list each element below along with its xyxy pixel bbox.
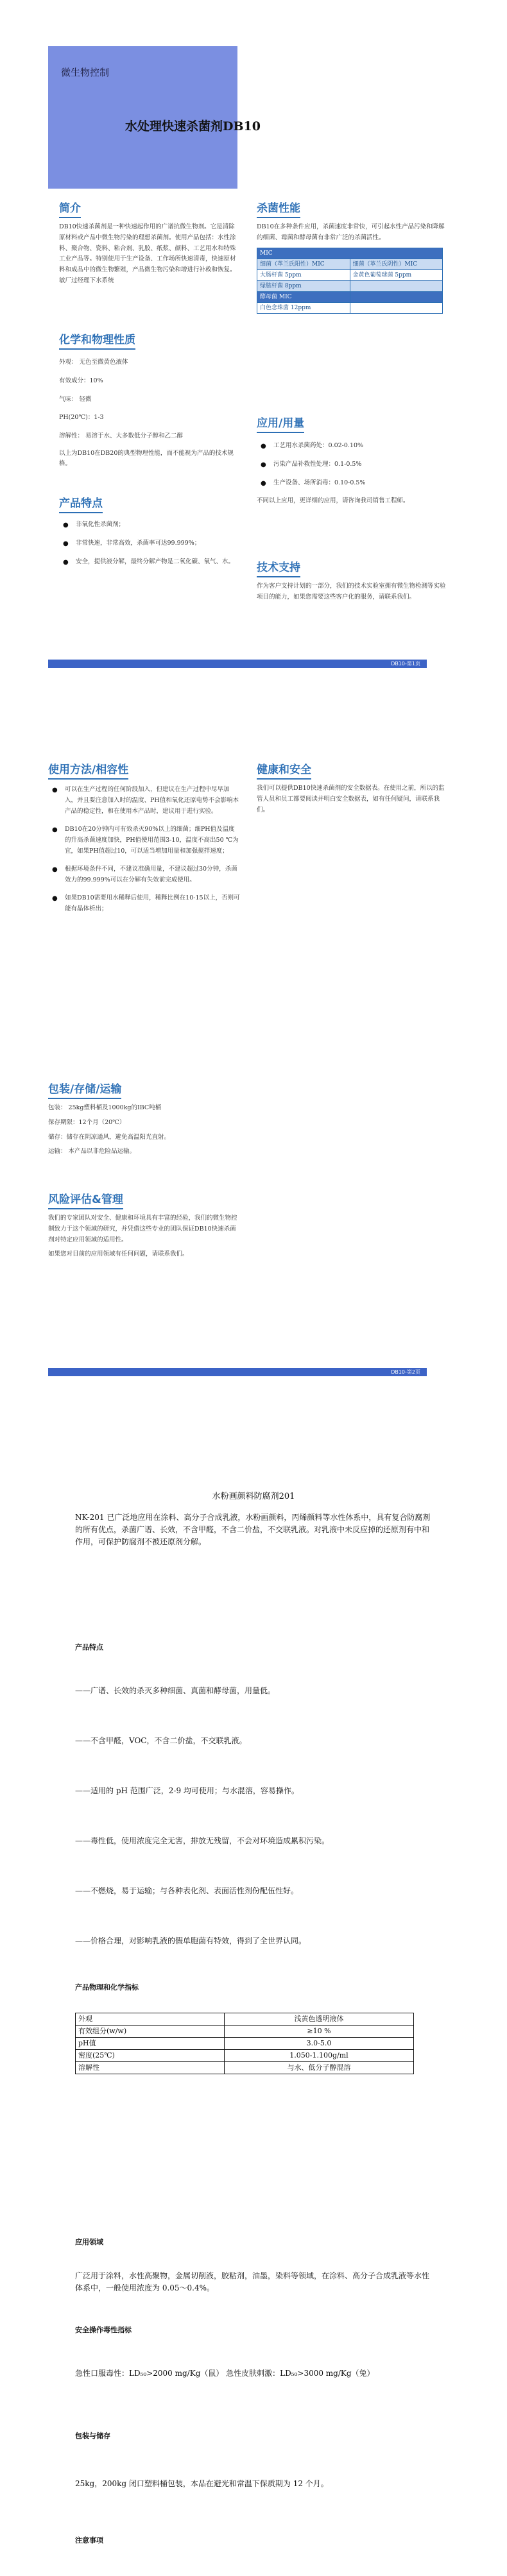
chem-props-section: [59, 334, 239, 471]
use-item: ● DB10在20分钟内可有效杀灭90%以上的细菌；细PH值及温度的升高杀菌速度加快，PH值使用范围3-10，温度不高出50 ℃为宜，如果PH值超过10，可以适当增加用量和加强搅拌速度；: [48, 824, 241, 857]
prop-name: 外观: [76, 2013, 225, 2026]
health-section: [257, 763, 449, 817]
prop-name: pH值: [76, 2038, 225, 2050]
feature-line: ——广谱、长效的杀灭多种细菌、真菌和酵母菌，用量低。: [75, 1686, 276, 1695]
mic-cell: [350, 292, 443, 303]
apps-heading: 应用领域: [75, 2238, 103, 2246]
feature-line: ——毒性低，使用浓度完全无害，排放无残留，不会对环境造成累积污染。: [75, 1836, 330, 1845]
props-heading: 产品物理和化学指标: [75, 1983, 139, 1992]
bact-section: [257, 202, 449, 314]
use-item: ● 可以在生产过程的任何阶段加入，但建议在生产过程中尽早加入，并且要注意加入时的温度、PH值和氧化还原电势不会影响本产品的稳定性，和在使用本产品时，建议用于进行实验。: [48, 785, 241, 817]
mic-cell: 绿脓杆菌 8ppm: [257, 281, 350, 292]
prop-value: 1.050-1.100g/ml: [225, 2050, 414, 2062]
bact-text: DB10在多种条件应用，杀菌速度非常快，可引起水性产品污染和降解的细菌、霉菌和酵母菌有非常广泛的杀菌活性。: [257, 223, 445, 242]
intro-text: DB10快速杀菌剂是一种快速起作用的广谱抗微生物剂。它是清除原材料或产品中微生物污染的理想杀菌剂。使用产品包括：水性涂料、聚合物、瓷料、粘合剂、乳胶、纸浆、颜料、工艺用水和特殊工业产品等。特别使用于生产设备、工作场所快速清毒，快速原材料和成品中的微生物繁殖，产品微生物污染和增进行补救和恢复。敏厂过经理下水系统: [59, 223, 236, 284]
props-row: 有效成分：10%: [59, 377, 103, 385]
feature-line: ——不含甲醛，VOC，不含二价盐，不交联乳液。: [75, 1736, 247, 1745]
props-table: [75, 2013, 414, 2074]
notes-heading: 注意事项: [75, 2536, 103, 2545]
usage-section: [257, 417, 449, 508]
page-footer-bar: [48, 1368, 427, 1376]
category-label: 微生物控制: [61, 67, 110, 78]
pack-heading: 包装/存储/运输: [48, 1083, 121, 1099]
mic-cell: 大肠杆菌 5ppm: [257, 269, 350, 280]
prop-name: 溶解性: [76, 2062, 225, 2074]
pack-row: 包装： 25kg塑料桶及1000kg的IBC吨桶: [48, 1104, 162, 1112]
feature-item: ● 非常快速，非常高效，杀菌率可达99.999%；: [59, 538, 239, 549]
props-row: 溶解性： 易溶于水、大多数低分子醇和乙二醇: [59, 432, 184, 439]
table-row: [76, 2013, 414, 2026]
props-row: 气味： 轻微: [59, 395, 92, 403]
page-footer-bar: [48, 660, 427, 668]
risk-heading: 风险评估&管理: [48, 1193, 123, 1209]
props-note: 以上为DB10在DB20的典型物理性能，而不能视为产品的技术规格。: [59, 449, 234, 468]
risk-text: 我们的专家团队对安全、健康和环境具有丰富的经验，我们的微生物控制致力于这个领域的研究，并凭借这些专业的团队保证DB10快速杀菌剂对特定应用领域的适用性。: [48, 1215, 237, 1243]
mic-cell: 细菌（革兰氏阳性）MIC: [257, 259, 350, 269]
support-text: 作为客户支持计划的一部分，我们的技术实验室拥有微生物检测等实验项目的能力，如果您需要这些客户化的服务，请联系我们。: [257, 583, 446, 601]
doc-title: 水粉画颜料防腐剂201: [212, 1492, 295, 1501]
mic-cell: 白色念珠菌 12ppm: [257, 303, 350, 314]
mic-table: [257, 248, 443, 314]
intro-heading: 简介: [59, 202, 81, 218]
use-item: ● 根据环境条件不同，不建议准确用量，不建议超过30分钟，杀菌效力的99.999%可以在分解有失效前完成使用。: [48, 864, 241, 885]
mic-cell: 细菌（革兰氏阴性）MIC: [350, 259, 443, 269]
usage-item: ● 污染产品补救性处理：0.1-0.5%: [257, 459, 449, 470]
storage-heading: 包装与储存: [75, 2432, 110, 2440]
pack-row: 储存：储存在阴凉通风，避免高温阳光直射。: [48, 1133, 171, 1141]
storage-text: 25kg，200kg 闭口塑料桶包装，本品在避光和常温下保质期为 12 个月。: [75, 2479, 329, 2488]
health-heading: 健康和安全: [257, 763, 311, 780]
support-section: [257, 561, 449, 604]
chem-props-heading: 化学和物理性质: [59, 334, 135, 350]
apps-text: 广泛用于涂料，水性高聚物，金属切削液，胶粘剂，油墨，染料等领域，在涂料、高分子合成乳液等水性体系中，一般使用浓度为 0.05～0.4%。: [75, 2271, 430, 2293]
health-text: 我们可以提供DB10快速杀菌剂的安全数据表。在使用之前，所以的监管人员和员工都要阅读并明白安全数据表，如有任何疑问，请联系我们。: [257, 785, 445, 814]
props-row: 外观： 无色至微黄色液体: [59, 359, 128, 366]
mic-cell: [350, 303, 443, 314]
prop-value: 3.0-5.0: [225, 2038, 414, 2050]
page-number: DB10-第2页: [391, 1369, 420, 1375]
feature-item: ● 非氧化性杀菌剂；: [59, 520, 239, 531]
prop-name: 密度(25℃): [76, 2050, 225, 2062]
product-title: 水处理快速杀菌剂DB10: [125, 119, 261, 133]
risk-section: [48, 1193, 241, 1261]
mic-cell: 金黄色葡萄球菌 5ppm: [350, 269, 443, 280]
table-row: [76, 2026, 414, 2038]
feature-line: ——适用的 pH 范围广泛，2-9 均可使用；与水混溶，容易操作。: [75, 1786, 299, 1795]
mic-cell: [350, 281, 443, 292]
page-number: DB10-第1页: [391, 661, 420, 667]
pack-row: 保存期限：12个月（20℃）: [48, 1119, 126, 1127]
prop-value: 与水、低分子醇混溶: [225, 2062, 414, 2074]
pack-section: [48, 1083, 241, 1159]
pack-row: 运输： 本产品以非危险品运输。: [48, 1148, 136, 1156]
prop-value: 浅黄色透明液体: [225, 2013, 414, 2026]
features-heading: 产品特点: [59, 497, 103, 513]
intro-section: [59, 202, 239, 287]
datasheet-page-2: [0, 719, 507, 1431]
tox-text: 急性口服毒性：LD₅₀>2000 mg/Kg（鼠） 急性皮肤刺激：LD₅₀>3000 mg/Kg（兔）: [75, 2369, 375, 2378]
mic-cell: 酵母菌 MIC: [257, 292, 350, 303]
datasheet-page-3: [0, 1431, 507, 2576]
usage-heading: 应用/用量: [257, 417, 304, 433]
risk-note: 如果您对目前的应用领域有任何问题，请联系我们。: [48, 1250, 189, 1258]
support-heading: 技术支持: [257, 561, 300, 577]
usage-item: ● 生产设备、场所消毒：0.10-0.5%: [257, 478, 449, 489]
table-row: [76, 2038, 414, 2050]
mic-header: MIC: [257, 248, 443, 259]
tox-heading: 安全操作毒性指标: [75, 2326, 132, 2334]
datasheet-page-1: [0, 0, 507, 719]
use-heading: 使用方法/相容性: [48, 763, 128, 780]
props-row: PH(20℃)：1-3: [59, 414, 104, 422]
bact-heading: 杀菌性能: [257, 202, 300, 218]
feature-line: ——价格合理，对影响乳液的假单胞菌有特效，得到了全世界认同。: [75, 1936, 307, 1945]
features-section: [59, 497, 239, 575]
doc-intro: NK-201 已广泛地应用在涂料、高分子合成乳液，水粉画颜料，丙烯颜料等水性体系中，具有复合防腐剂的所有优点，杀菌广谱、长效，不含甲醛，不含二价盐，不交联乳液。对乳液中未反应掉的还原剂有中和作用，可保护防腐剂不被还原剂分解。: [75, 1513, 431, 1547]
table-row: [76, 2062, 414, 2074]
prop-value: ≥10 %: [225, 2026, 414, 2038]
features-heading: 产品特点: [75, 1643, 103, 1651]
use-section: [48, 763, 241, 923]
usage-item: ● 工艺用水杀菌药处：0.02-0.10%: [257, 441, 449, 452]
usage-note: 不同以上应用，更详细的应用，请咨询我司销售工程师。: [257, 497, 409, 505]
feature-item: ● 安全，提供液分解，最终分解产物是二氧化碳、氧气、水。: [59, 557, 239, 568]
feature-line: ——不燃烧，易于运输；与各种表化剂、表面活性剂份配伍性好。: [75, 1886, 299, 1895]
table-row: [76, 2050, 414, 2062]
use-item: ● 如果DB10需要用水稀释后使用，稀释比例在10-15以上，否则可能有晶体析出；: [48, 893, 241, 914]
prop-name: 有效组分(w/w): [76, 2026, 225, 2038]
